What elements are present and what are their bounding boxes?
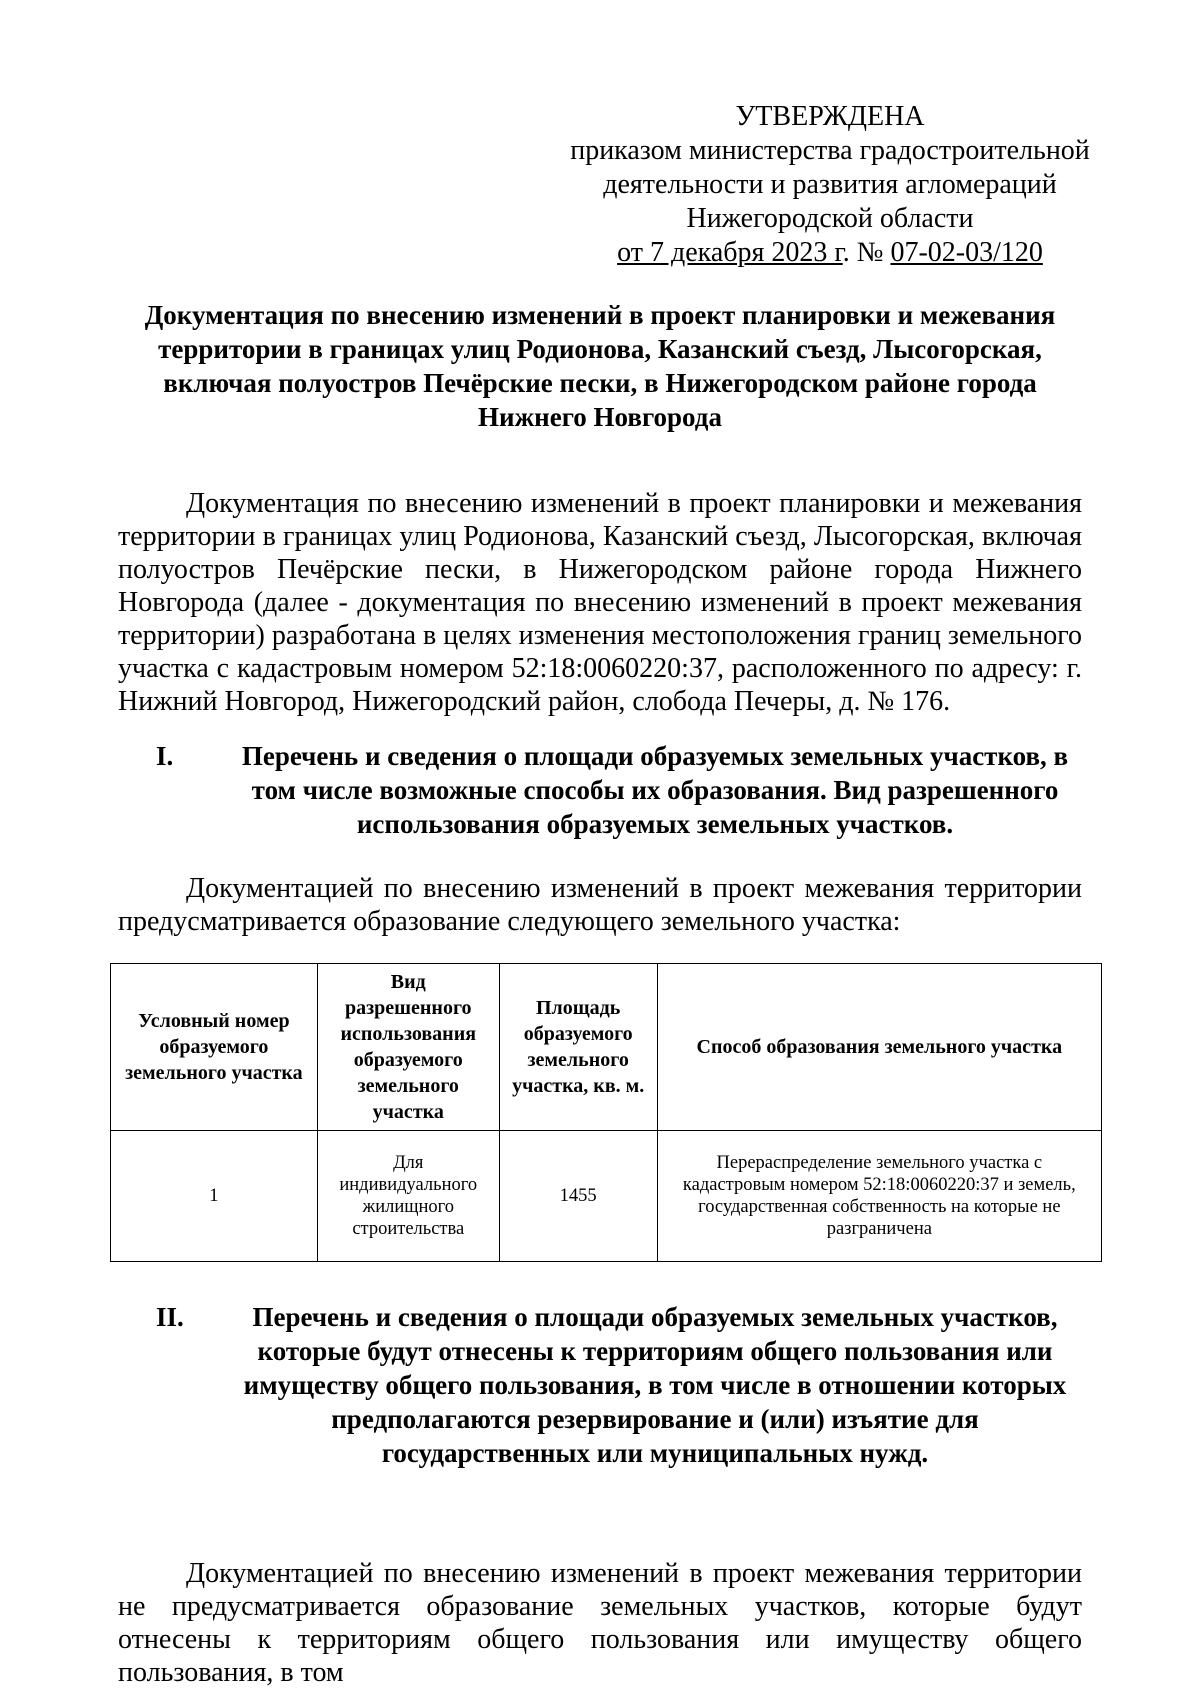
table-row — [111, 1131, 1102, 1262]
approval-stamp — [560, 100, 1100, 270]
land-plots-table — [110, 963, 1102, 1262]
section-number: I. — [156, 741, 174, 771]
table-header-row — [111, 964, 1102, 1131]
approval-date-number — [560, 236, 1100, 270]
section-2-heading — [118, 1300, 1082, 1530]
approval-date: от 7 декабря 2023 г — [617, 237, 843, 268]
approval-line: Нижегородской области — [686, 203, 974, 234]
approval-title: УТВЕРЖДЕНА — [735, 101, 925, 132]
approval-number: 07-02-03/120 — [890, 237, 1043, 268]
approval-line: деятельности и развития агломераций — [603, 169, 1057, 200]
section-1-paragraph: Документацией по внесению изменений в проект межевания территории предусматривается образование следующего земельного участка: — [118, 873, 1082, 937]
table-cell: 1455 — [499, 1131, 657, 1262]
section-heading-text: Перечень и сведения о площади образуемых земельных участков, в том числе возможные способы их образования. Вид разрешенного использования образуемых земельных участков. — [241, 741, 1069, 839]
approval-line: приказом министерства градостроительной — [570, 135, 1090, 166]
section-1-heading — [118, 739, 1082, 849]
table-header-cell: Условный номер образуемого земельного участка — [111, 964, 318, 1131]
table-cell: Для индивидуального жилищного строительства — [317, 1131, 499, 1262]
table-cell: Перераспределение земельного участка с кадастровым номером 52:18:0060220:37 и земель, государственная собственность на которые не разграничена — [657, 1131, 1101, 1262]
table-header-cell: Площадь образуемого земельного участка, кв. м. — [499, 964, 657, 1131]
table-header-cell: Способ образования земельного участка — [657, 964, 1101, 1131]
section-2-paragraph: Документацией по внесению изменений в проект межевания территории не предусматривается образование земельных участков, которые будут отнесены к территориям общего пользования или имуществу общего пользования, в том — [118, 1558, 1082, 1688]
document-title: Документация по внесению изменений в проект планировки и межевания территории в границах улиц Родионова, Казанский съезд, Лысогорская, включая полуостров Печёрские пески, в Нижегородском районе города Нижнего Новгорода — [144, 300, 1056, 432]
table-header-cell: Вид разрешенного использования образуемого земельного участка — [317, 964, 499, 1131]
intro-paragraph: Документация по внесению изменений в проект планировки и межевания территории в границах улиц Родионова, Казанский съезд, Лысогорская, включая полуостров Печёрские пески, в Нижегородском районе города Нижнего Новгорода (далее - документация по внесению изменений в проект межевания территории) разработана в целях изменения местоположения границ земельного участка с кадастровым номером 52:18:0060220:37, расположенного по адресу: г. Нижний Новгород, Нижегородский район, слобода Печеры, д. № 176. — [118, 488, 1082, 717]
section-heading-text: Перечень и сведения о площади образуемых земельных участков, которые будут отнесены к территориям общего пользования или имуществу общего пользования, в том числе в отношении которых предполагаются резервирование и (или) изъятие для государственных или муниципальных нужд. — [243, 1302, 1067, 1468]
section-number: II. — [156, 1302, 184, 1332]
approval-number-prefix: . № — [842, 237, 891, 268]
table-cell: 1 — [111, 1131, 318, 1262]
